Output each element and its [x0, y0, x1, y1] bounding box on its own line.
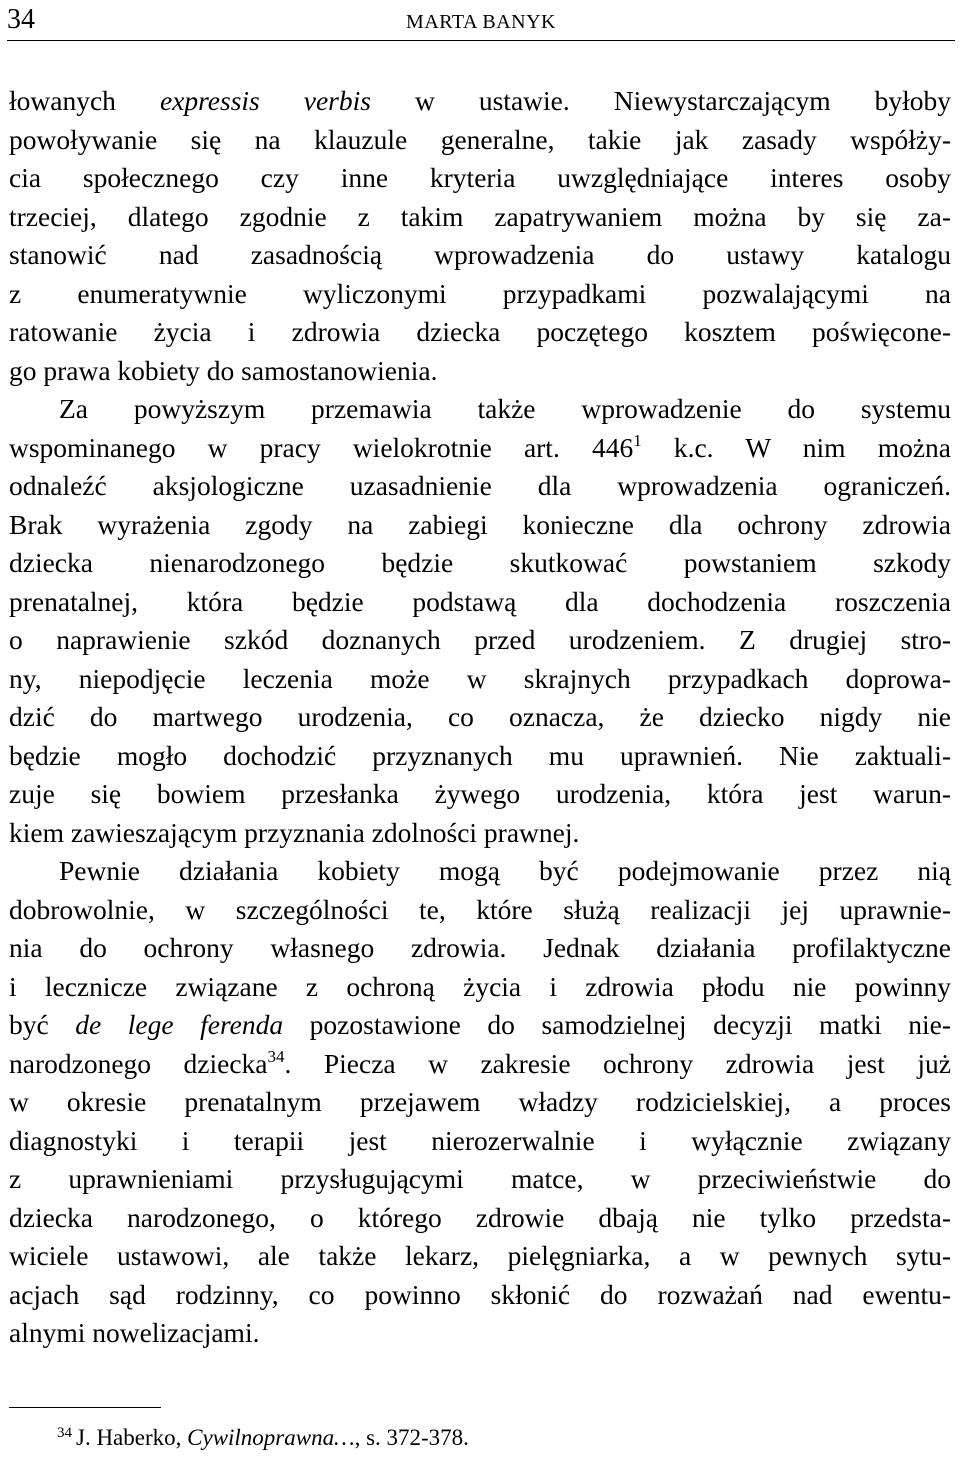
text-line: wiciele ustawowi, ale także lekarz, pielęgniarka, a w pewnych sytu- — [9, 1240, 951, 1271]
text-line: kiem zawieszającym przyznania zdolności prawnej. — [9, 816, 580, 848]
text-line: z uprawnieniami przysługującymi matce, w przeciwieństwie do — [9, 1163, 951, 1194]
footnote-divider — [9, 1407, 161, 1408]
text-line: będzie mogło dochodzić przyznanych mu uprawnień. Nie zaktuali- — [9, 739, 951, 771]
text-line: go prawa kobiety do samostanowienia. — [9, 354, 438, 386]
text-line: ny, niepodjęcie leczenia może w skrajnych przypadkach doprowa- — [9, 662, 951, 694]
text-line: dziecka nienarodzonego będzie skutkować powstaniem szkody — [9, 547, 951, 578]
superscript: 1 — [633, 430, 642, 450]
text-line: w okresie prenatalnym przejawem władzy rodzicielskiej, a proces — [9, 1086, 951, 1117]
paragraph-3 — [9, 852, 951, 1353]
text-line: prenatalnej, która będzie podstawą dla dochodzenia roszczenia — [9, 585, 951, 617]
text-line: cia społecznego czy inne kryteria uwzględniające interes osoby — [9, 162, 951, 193]
text-line: dziecka narodzonego, o którego zdrowie dbają nie tylko przedsta- — [9, 1201, 951, 1233]
text-line: diagnostyki i terapii jest nierozerwalnie i wyłącznie związany — [9, 1124, 951, 1156]
text-line: powoływanie się na klauzule generalne, takie jak zasady współży- — [9, 123, 951, 155]
page-number: 34 — [7, 4, 35, 35]
text-line: wspominanego w pracy wielokrotnie art. $446^1$ k.c. W nim można — [9, 430, 951, 463]
text-line: i lecznicze związane z ochroną życia i zdrowia płodu nie powinny — [9, 970, 951, 1002]
paragraph-1 — [9, 82, 951, 390]
footnote-reference: 34 — [267, 1046, 285, 1066]
text-line: narodzonego dziecka$^{34}$. Piecza w zakresie ochrony zdrowia jest już — [9, 1046, 951, 1079]
text-line: dzić do martwego urodzenia, co oznacza, że dziecko nigdy nie — [9, 701, 951, 732]
footnote-number: 34 — [57, 1425, 72, 1441]
running-head: MARTA BANYK — [406, 11, 556, 33]
page-header — [7, 0, 955, 41]
footnote: $^{34}$ J. Haberko, Cywilnoprawna…, s. 372-378. — [57, 1425, 469, 1450]
body-text — [9, 82, 951, 1353]
paragraph-2 — [9, 390, 951, 852]
text-line: acjach sąd rodzinny, co powinno skłonić do rozważań nad ewentu- — [9, 1278, 951, 1310]
text-line: Brak wyrażenia zgody na zabiegi konieczne dla ochrony zdrowia — [9, 508, 951, 540]
text-line: nia do ochrony własnego zdrowia. Jednak działania profilaktyczne — [9, 932, 951, 963]
footnote-title: Cywilnoprawna… — [187, 1425, 355, 1450]
text-line: ratowanie życia i zdrowia dziecka poczętego kosztem poświęcone- — [9, 316, 951, 347]
text-line: o naprawienie szkód doznanych przed urodzeniem. Z drugiej stro- — [9, 624, 951, 655]
text-line: stanowić nad zasadnością wprowadzenia do ustawy katalogu — [9, 239, 951, 270]
text-line: odnaleźć aksjologiczne uzasadnienie dla wprowadzenia ograniczeń. — [9, 470, 951, 501]
text-line: alnymi nowelizacjami. — [9, 1317, 260, 1348]
text-line: trzeciej, dlatego zgodnie z takim zapatrywaniem można by się za- — [9, 200, 951, 232]
text-line: Pewnie działania kobiety mogą być podejmowanie przez nią — [59, 855, 951, 886]
text-line: z enumeratywnie wyliczonymi przypadkami pozwalającymi na — [9, 277, 951, 309]
text-line: dobrowolnie, w szczególności te, które służą realizacji jej uprawnie- — [9, 893, 951, 925]
text-line: łowanych expressis verbis w ustawie. Niewystarczającym byłoby — [9, 85, 951, 116]
text-line: być de lege ferenda pozostawione do samodzielnej decyzji matki nie- — [9, 1009, 951, 1040]
text-line: Za powyższym przemawia także wprowadzenie do systemu — [59, 393, 951, 424]
text-line: zuje się bowiem przesłanka żywego urodzenia, która jest warun- — [9, 778, 951, 809]
